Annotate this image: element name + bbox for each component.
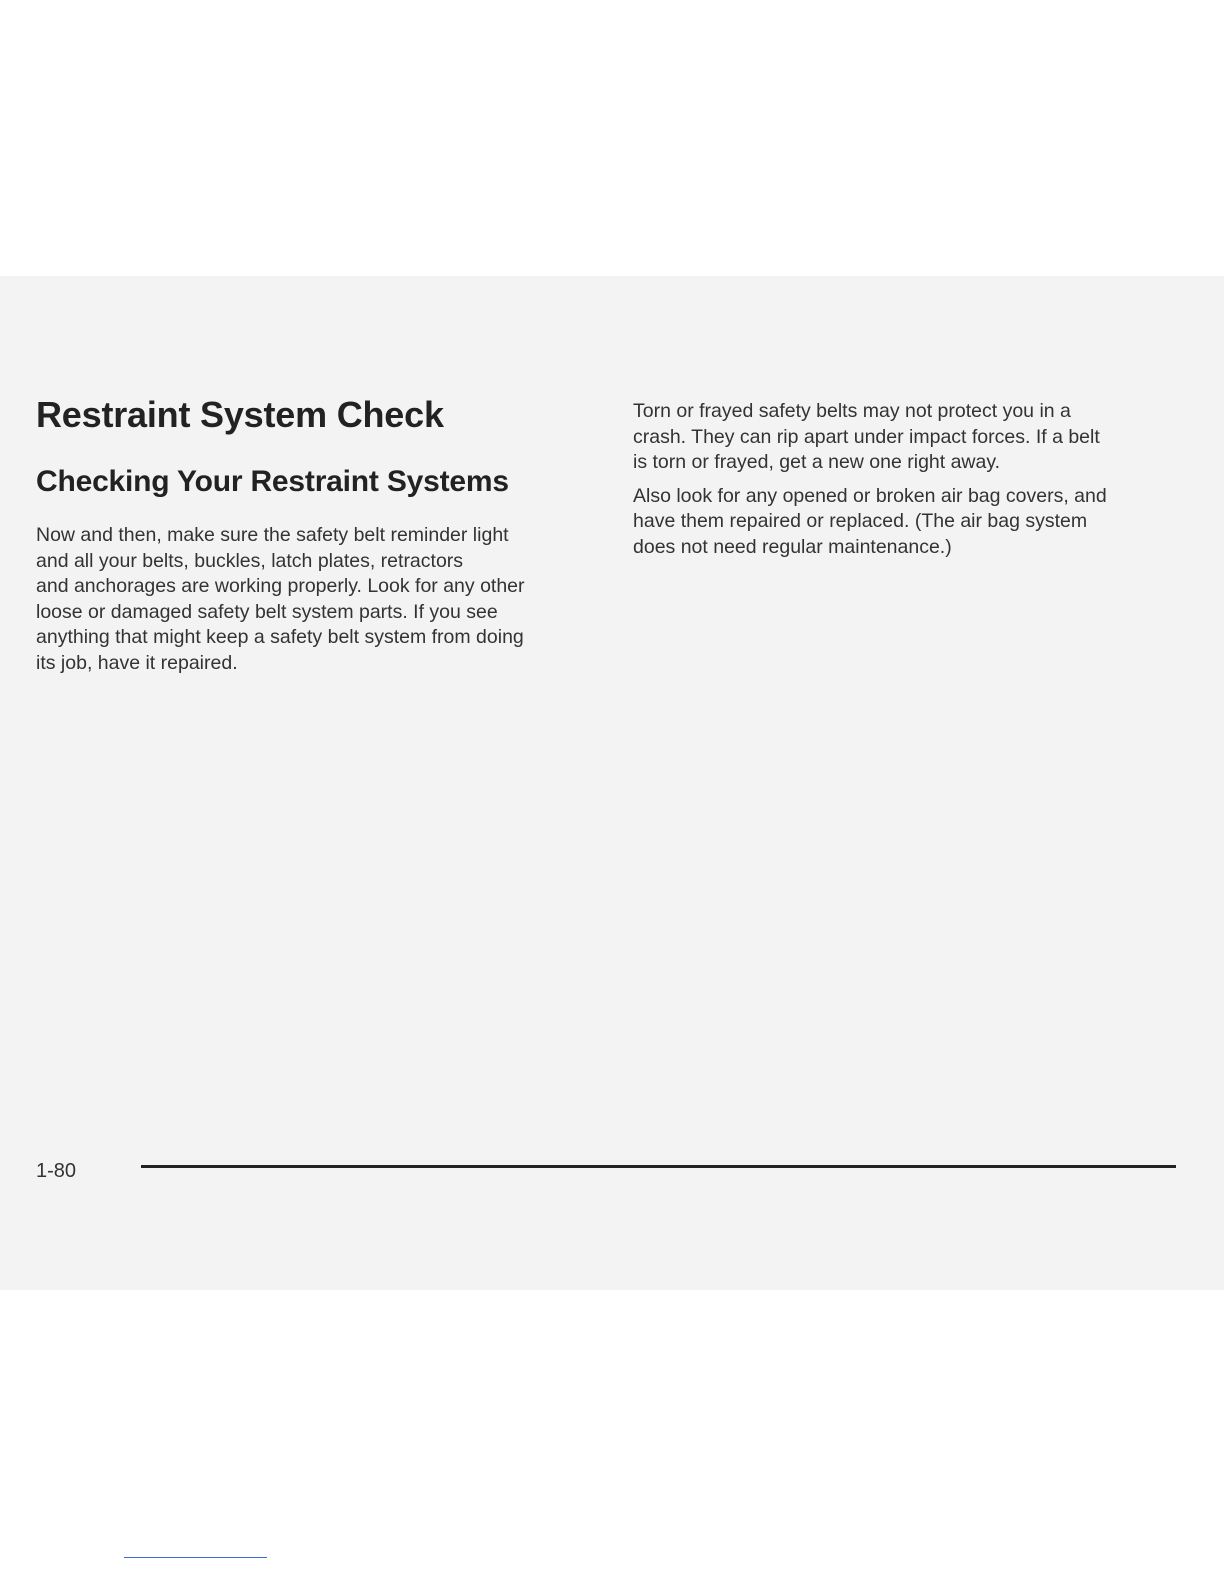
checking-paragraph: [36, 523, 596, 676]
paragraph-line: crash. They can rip apart under impact forces. If a belt: [633, 425, 1100, 448]
section-title: Restraint System Check: [36, 394, 444, 435]
paragraph-line: loose or damaged safety belt system parts. If you see: [36, 600, 498, 623]
paragraph-line: its job, have it repaired.: [36, 651, 238, 674]
footer-rule: [141, 1165, 1176, 1168]
page-number: 1-80: [36, 1160, 77, 1182]
air-bag-covers-paragraph: [633, 484, 1178, 561]
left-column: [36, 392, 596, 676]
torn-belts-paragraph: [633, 399, 1178, 476]
right-column: [633, 399, 1178, 560]
paragraph-line: and anchorages are working properly. Look for any other: [36, 575, 525, 597]
paragraph-line: Torn or frayed safety belts may not protect you in a: [633, 400, 1071, 422]
paragraph-line: Now and then, make sure the safety belt reminder light: [36, 524, 509, 546]
subsection-title: Checking Your Restraint Systems: [36, 465, 509, 498]
paragraph-line: does not need regular maintenance.): [633, 535, 952, 558]
paragraph-line: and all your belts, buckles, latch plates, retractors: [36, 549, 464, 572]
paragraph-line: Also look for any opened or broken air bag covers, and: [633, 484, 1107, 507]
paragraph-line: have them repaired or replaced. (The air bag system: [633, 510, 1088, 532]
paragraph-line: anything that might keep a safety belt system from doing: [36, 626, 524, 648]
paragraph-line: is torn or frayed, get a new one right away.: [633, 451, 1001, 473]
link-underline[interactable]: [124, 1557, 267, 1558]
